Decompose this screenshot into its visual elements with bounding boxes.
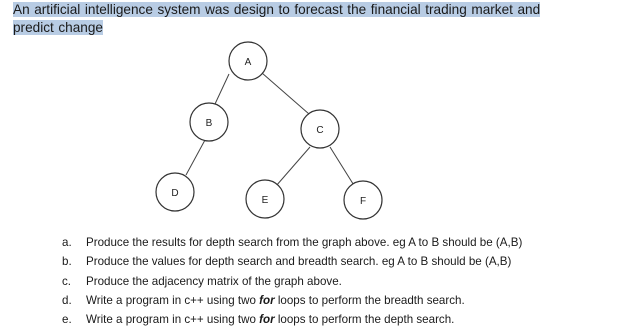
node-d-label: D	[171, 188, 179, 199]
list-item	[62, 291, 522, 310]
list-item	[62, 310, 522, 329]
node-a	[229, 42, 267, 80]
edge-c-f	[330, 147, 355, 187]
item-text: Produce the values for depth search and breadth search. eg A to B should be (A,B)	[86, 255, 512, 269]
node-c-label: C	[316, 125, 324, 136]
node-f-label: F	[359, 196, 367, 207]
item-text-post: loops to perform the breadth search.	[274, 293, 465, 307]
node-f	[344, 181, 382, 219]
list-item	[62, 272, 522, 291]
item-text-emphasis: for	[259, 313, 275, 327]
item-text: Produce the adjacency matrix of the graph above.	[86, 274, 342, 288]
list-item	[62, 252, 522, 271]
heading-line-1: An artificial intelligence system was design to forecast the financial trading market and	[13, 2, 541, 17]
item-letter: b.	[62, 255, 72, 269]
heading-line-2: predict change	[13, 20, 103, 35]
item-text-pre: Write a program in c++ using two	[86, 293, 260, 307]
node-e	[246, 180, 284, 218]
edge-a-b	[215, 74, 229, 104]
item-letter: a.	[62, 236, 72, 249]
edge-b-d	[186, 140, 205, 175]
edge-a-c	[262, 73, 309, 114]
item-letter: c.	[62, 274, 72, 288]
item-text	[86, 291, 465, 310]
item-text-post: loops to perform the depth search.	[274, 313, 455, 327]
node-a-label: A	[244, 57, 252, 68]
node-e-label: E	[261, 195, 269, 206]
list-item	[62, 233, 522, 252]
item-text-emphasis: for	[259, 293, 275, 307]
item-text	[86, 310, 454, 329]
item-letter: e.	[62, 313, 72, 327]
node-b-label: B	[205, 118, 213, 129]
edge-c-e	[276, 147, 310, 186]
item-text-pre: Write a program in c++ using two	[86, 313, 260, 327]
node-c	[301, 110, 339, 148]
node-b	[190, 103, 228, 141]
item-letter: d.	[62, 293, 72, 307]
item-text: Produce the results for depth search from the graph above. eg A to B should be (A,B)	[86, 236, 523, 249]
node-d	[156, 173, 194, 211]
question-list	[62, 233, 522, 329]
